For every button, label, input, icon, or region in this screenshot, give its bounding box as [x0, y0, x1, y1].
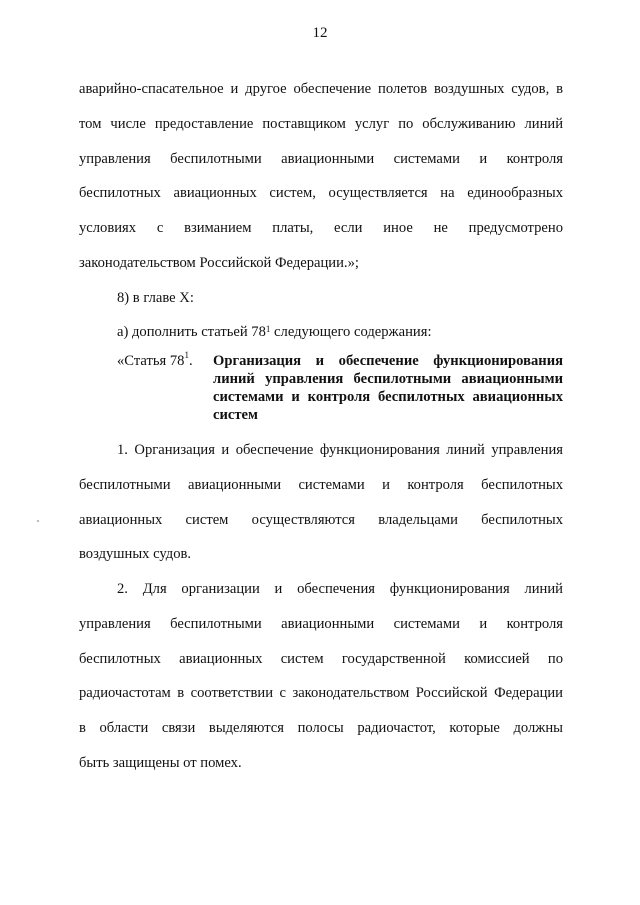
- article-label: «Статья $78^1$.: [117, 350, 193, 369]
- body-line: беспилотных авиационных систем, осуществляется на единообразных: [79, 185, 563, 201]
- body-line: воздушных судов.: [79, 546, 192, 562]
- body-line: 2. Для организации и обеспечения функционирования линий: [117, 581, 563, 597]
- body-line: условиях с взиманием платы, если иное не предусмотрено: [79, 220, 563, 236]
- body-line: беспилотных авиационных систем государственной комиссией по: [79, 651, 563, 667]
- list-item-8: 8) в главе X:: [117, 290, 194, 306]
- body-line: быть защищены от помех.: [79, 755, 242, 771]
- body-line: управления беспилотными авиационными системами и контроля: [79, 616, 563, 632]
- article-title-line: линий управления беспилотными авиационными: [213, 371, 563, 387]
- body-line: законодательством Российской Федерации.»;: [79, 255, 359, 271]
- body-line: управления беспилотными авиационными системами и контроля: [79, 151, 563, 167]
- page-number: 12: [312, 25, 328, 41]
- article-title-line: систем: [213, 407, 258, 423]
- body-line: авиационных систем осуществляются владельцами беспилотных: [79, 512, 563, 528]
- body-line: 1. Организация и обеспечение функционирования линий управления: [117, 442, 563, 458]
- body-line: аварийно-спасательное и другое обеспечение полетов воздушных судов, в: [79, 81, 563, 97]
- body-line: радиочастотам в соответствии с законодательством Российской Федерации: [79, 685, 563, 701]
- article-title-line: Организация и обеспечение функционирования: [213, 353, 563, 369]
- body-line: в области связи выделяются полосы радиочастот, которые должны: [79, 720, 563, 736]
- body-line: беспилотными авиационными системами и контроля беспилотных: [79, 477, 563, 493]
- article-title-line: системами и контроля беспилотных авиационных: [213, 389, 563, 405]
- body-line: том числе предоставление поставщиком услуг по обслуживанию линий: [79, 116, 563, 132]
- list-item-a: а) дополнить статьей $78^1$ следующего содержания:: [117, 324, 432, 340]
- scan-mark: [37, 520, 39, 522]
